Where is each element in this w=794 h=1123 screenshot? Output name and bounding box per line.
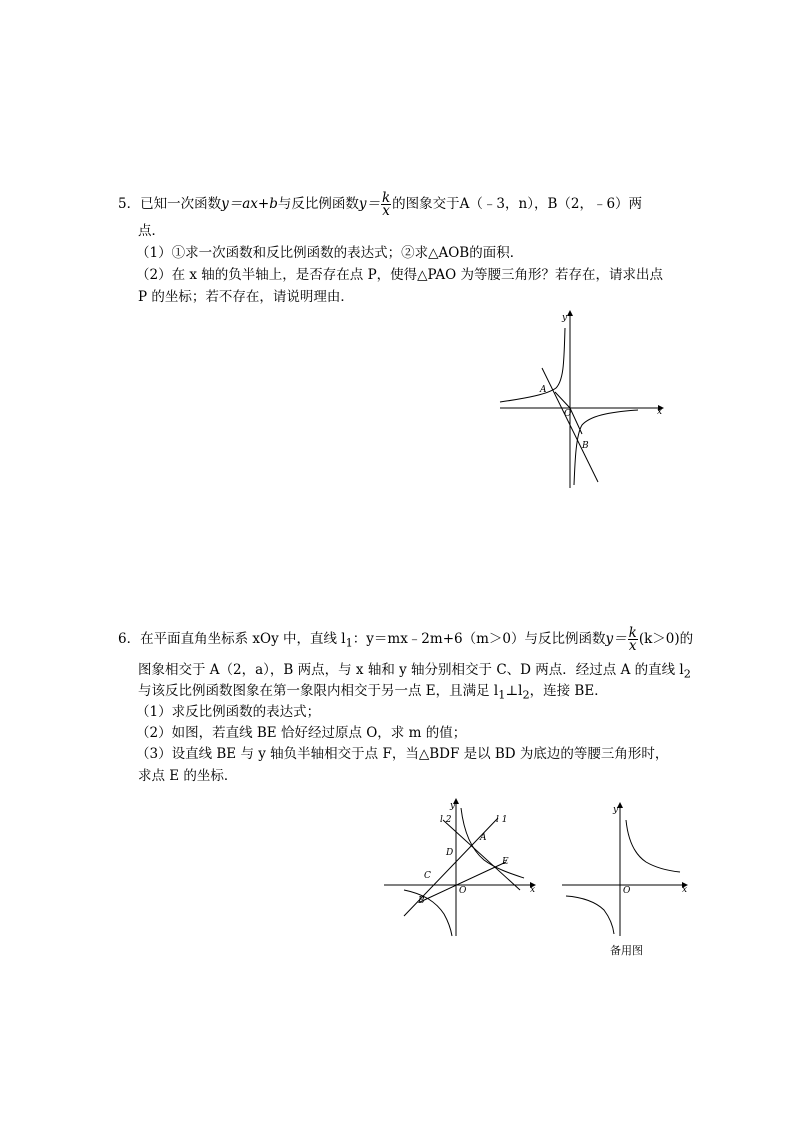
q5-part2-b: P 的坐标；若不存在，请说明理由． bbox=[138, 289, 354, 305]
q5-eq1: y＝ax+b bbox=[221, 196, 278, 212]
q5-fig-x-label: x bbox=[657, 407, 663, 417]
q6-line2-text: 图象相交于 A（2，a），B 两点，与 x 轴和 y 轴分别相交于 C、D 两点．经过点 A 的直线 l bbox=[138, 662, 684, 678]
q6-figure-spare bbox=[562, 798, 697, 938]
q6-line3-a: 与该反比例函数图象在第一象限内相交于另一点 E，且满足 l bbox=[138, 683, 499, 699]
q6-fig1-y-label: y bbox=[450, 801, 456, 811]
q5-fig-A-label: A bbox=[540, 385, 547, 395]
q6-fig1-l1-label: l 1 bbox=[496, 815, 508, 825]
q5-number: 5． bbox=[118, 196, 141, 212]
q6-eq: y＝ bbox=[605, 631, 627, 647]
q5-fig-O-label: O bbox=[564, 409, 572, 419]
q6-line3-sub2: 2 bbox=[522, 688, 530, 702]
q6-part1: （1）求反比例函数的表达式； bbox=[136, 704, 321, 720]
q6-part3-a: （3）设直线 BE 与 y 轴负半轴相交于点 F，当△BDF 是以 BD 为底边的等腰三角形时， bbox=[136, 746, 669, 762]
q6-fig1-D-label: D bbox=[446, 848, 454, 858]
q6-part2: （2）如图，若直线 BE 恰好经过原点 O，求 m 的值； bbox=[136, 725, 467, 741]
q6-line3-c: ，连接 BE． bbox=[529, 683, 608, 699]
q6-text-a: 在平面直角坐标系 xOy 中，直线 l bbox=[140, 631, 346, 647]
q6-fig1-x-label: x bbox=[530, 885, 536, 895]
q6-line3-sub1: 1 bbox=[498, 688, 506, 702]
q6-fig1-B-label: B bbox=[418, 896, 425, 906]
q6-line3-b: ⊥l bbox=[505, 683, 523, 699]
q6-fig2-y-label: y bbox=[613, 805, 619, 815]
q5-line1 bbox=[118, 192, 642, 217]
q5-text-a: 已知一次函数 bbox=[140, 196, 222, 212]
q6-fig2-x-label: x bbox=[682, 885, 688, 895]
q6-number: 6． bbox=[118, 631, 141, 647]
q6-line2 bbox=[138, 661, 691, 684]
q5-eq2: y＝ bbox=[358, 196, 380, 212]
q5-figure bbox=[498, 310, 668, 490]
q6-fig2-O-label: O bbox=[623, 886, 631, 896]
q6-fraction: $\frac{k}{x}$ bbox=[628, 625, 637, 654]
q6-l2-sub: 2 bbox=[683, 667, 691, 681]
q6-figure-main bbox=[384, 798, 544, 938]
q5-text-b: 与反比例函数 bbox=[277, 196, 359, 212]
q6-part3-b: 求点 E 的坐标． bbox=[138, 768, 238, 784]
q6-fig1-l2-label: l 2 bbox=[440, 815, 452, 825]
q5-part1: （1）①求一次函数和反比例函数的表达式；②求△AOB的面积． bbox=[136, 245, 524, 261]
q6-fig1-C-label: C bbox=[424, 871, 431, 881]
q6-spare-caption: 备用图 bbox=[610, 944, 643, 957]
q5-fig-B-label: B bbox=[582, 441, 589, 451]
q6-fig1-O-label: O bbox=[459, 886, 467, 896]
q6-text-c: (k＞0)的 bbox=[638, 631, 694, 647]
q6-fig1-E-label: E bbox=[502, 857, 509, 867]
q6-l1-sub: 1 bbox=[345, 636, 353, 650]
q5-line2: 点． bbox=[138, 223, 165, 239]
q5-fraction: $\frac{k}{x}$ bbox=[381, 190, 391, 219]
q5-points: A（﹣3，n），B（2，﹣6）两 bbox=[459, 196, 643, 212]
q5-text-c: 的图象交于 bbox=[392, 196, 460, 212]
q6-text-b: ：y＝mx﹣2m+6（m＞0）与反比例函数 bbox=[352, 631, 606, 647]
q6-line3 bbox=[138, 682, 608, 705]
q6-line1 bbox=[118, 627, 693, 653]
q5-fig-y-label: y bbox=[562, 313, 568, 323]
q5-part2-a: （2）在 x 轴的负半轴上，是否存在点 P，使得△PAO 为等腰三角形？若存在，请求出点 bbox=[136, 267, 663, 283]
q6-fig1-A-label: A bbox=[480, 833, 487, 843]
